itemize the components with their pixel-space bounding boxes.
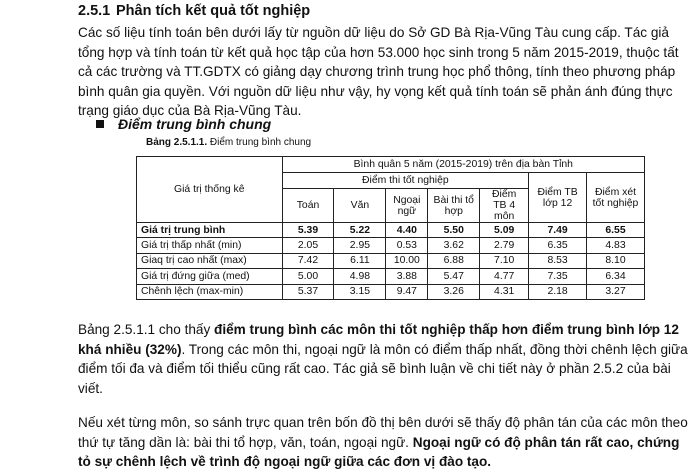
section-heading <box>78 3 310 19</box>
cell-value: 6.55 <box>587 223 645 238</box>
cell-value: 3.88 <box>386 269 428 284</box>
row-label: Giá trị thấp nhất (min) <box>137 238 283 253</box>
table-caption <box>146 137 311 148</box>
cell-value: 8.10 <box>587 253 645 268</box>
cell-value: 7.42 <box>282 253 334 268</box>
col-header-ngoaingu: Ngoại ngữ <box>386 189 428 223</box>
table-row <box>137 284 645 299</box>
cell-value: 5.47 <box>428 269 480 284</box>
analysis-1-text-b: . Trong các môn thi, ngoại ngữ là môn có điểm thấp nhất, đồng thời chênh lệch giữa điểm tối đa và điểm tối thiểu cũng rất cao. Tác giả sẽ bình luận về chi tiết này ở phần 2.5.2 của bài viết. <box>78 341 688 396</box>
cell-value: 5.39 <box>282 223 334 238</box>
score-table <box>136 156 645 300</box>
cell-value: 10.00 <box>386 253 428 268</box>
cell-value: 7.10 <box>480 253 529 268</box>
cell-value: 2.95 <box>334 238 386 253</box>
col-header-tohop: Bài thi tổ hợp <box>428 189 480 223</box>
cell-value: 4.40 <box>386 223 428 238</box>
table-row <box>137 253 645 268</box>
cell-value: 0.53 <box>386 238 428 253</box>
row-label: Giá trị trung bình <box>137 223 283 238</box>
table-caption-text: Điểm trung bình chung <box>207 137 312 148</box>
cell-value: 4.83 <box>587 238 645 253</box>
col-header-xet: Điểm xét tốt nghiệp <box>587 173 645 223</box>
row-label: Giá trị đứng giữa (med) <box>137 269 283 284</box>
cell-value: 6.35 <box>529 238 587 253</box>
cell-value: 9.47 <box>386 284 428 299</box>
cell-value: 3.15 <box>334 284 386 299</box>
cell-value: 4.98 <box>334 269 386 284</box>
analysis-paragraph-2 <box>78 413 690 472</box>
cell-value: 5.09 <box>480 223 529 238</box>
col-header-tb4mon: Điểm TB 4 môn <box>480 189 529 223</box>
cell-value: 3.27 <box>587 284 645 299</box>
col-header-van: Văn <box>334 189 386 223</box>
cell-value: 5.37 <box>282 284 334 299</box>
cell-value: 7.49 <box>529 223 587 238</box>
group-header-exam: Điểm thi tốt nghiệp <box>282 173 529 189</box>
section-number: 2.5.1 <box>78 3 111 19</box>
subsection-heading <box>96 116 271 132</box>
group-header-5years: Bình quân 5 năm (2015-2019) trên địa bàn Tỉnh <box>282 157 644 173</box>
cell-value: 5.00 <box>282 269 334 284</box>
cell-value: 6.11 <box>334 253 386 268</box>
analysis-2-bold: Ngoại ngữ có độ phân tán rất cao, chứng tỏ sự chênh lệch về trình độ ngoại ngữ giữa các đơn vị đào tạo. <box>78 434 680 470</box>
cell-value: 4.77 <box>480 269 529 284</box>
table-row <box>137 238 645 253</box>
subsection-title: Điểm trung bình chung <box>118 116 272 132</box>
cell-value: 2.18 <box>529 284 587 299</box>
row-label: Chênh lệch (max-min) <box>137 284 283 299</box>
cell-value: 3.26 <box>428 284 480 299</box>
col-header-stat: Giá trị thống kê <box>137 157 283 223</box>
table-caption-label: Bảng 2.5.1.1. <box>146 137 208 148</box>
analysis-1-bold: điểm trung bình các môn thi tốt nghiệp thấp hơn điểm trung bình lớp 12 khá nhiều (32%) <box>78 322 679 357</box>
cell-value: 6.88 <box>428 253 480 268</box>
cell-value: 5.50 <box>428 223 480 238</box>
cell-value: 8.53 <box>529 253 587 268</box>
analysis-2-text: Nếu xét từng môn, so sánh trực quan trên bốn đồ thị bên dưới sẽ thấy độ phân tán của các môn theo thứ tự tăng dần là: bài thi tổ hợp, văn, toán, ngoại ngữ. <box>78 415 688 450</box>
cell-value: 6.34 <box>587 269 645 284</box>
table-row <box>137 269 645 284</box>
row-label: Giaq trị cao nhất (max) <box>137 253 283 268</box>
table-row <box>137 223 645 238</box>
analysis-paragraph-1 <box>78 320 690 398</box>
cell-value: 2.05 <box>282 238 334 253</box>
col-header-tb12: Điểm TB lớp 12 <box>529 173 587 223</box>
col-header-toan: Toán <box>282 189 334 223</box>
cell-value: 7.35 <box>529 269 587 284</box>
section-title: Phân tích kết quả tốt nghiệp <box>116 3 311 19</box>
square-bullet-icon <box>96 120 104 128</box>
intro-paragraph: Các số liệu tính toán bên dưới lấy từ nguồn dữ liệu do Sở GD Bà Rịa-Vũng Tàu cung cấp. Tác giả tổng hợp và tính toán từ kết quả học tập của hơn 53.000 học sinh trong 5 năm 2015-2019, thuộc tất cả các trường và TT.GDTX có giảng dạy chương trình trung học phổ thông, tính theo phương pháp bình quân gia quyền. Với nguồn dữ liệu như vậy, hy vọng kết quả tính toán sẽ phản ánh đúng thực trạng giáo dục của Bà Rịa-Vũng Tàu. <box>78 25 679 119</box>
cell-value: 5.22 <box>334 223 386 238</box>
cell-value: 3.62 <box>428 238 480 253</box>
cell-value: 4.31 <box>480 284 529 299</box>
analysis-1-text-a: Bảng 2.5.1.1 cho thấy <box>78 322 215 337</box>
cell-value: 2.79 <box>480 238 529 253</box>
